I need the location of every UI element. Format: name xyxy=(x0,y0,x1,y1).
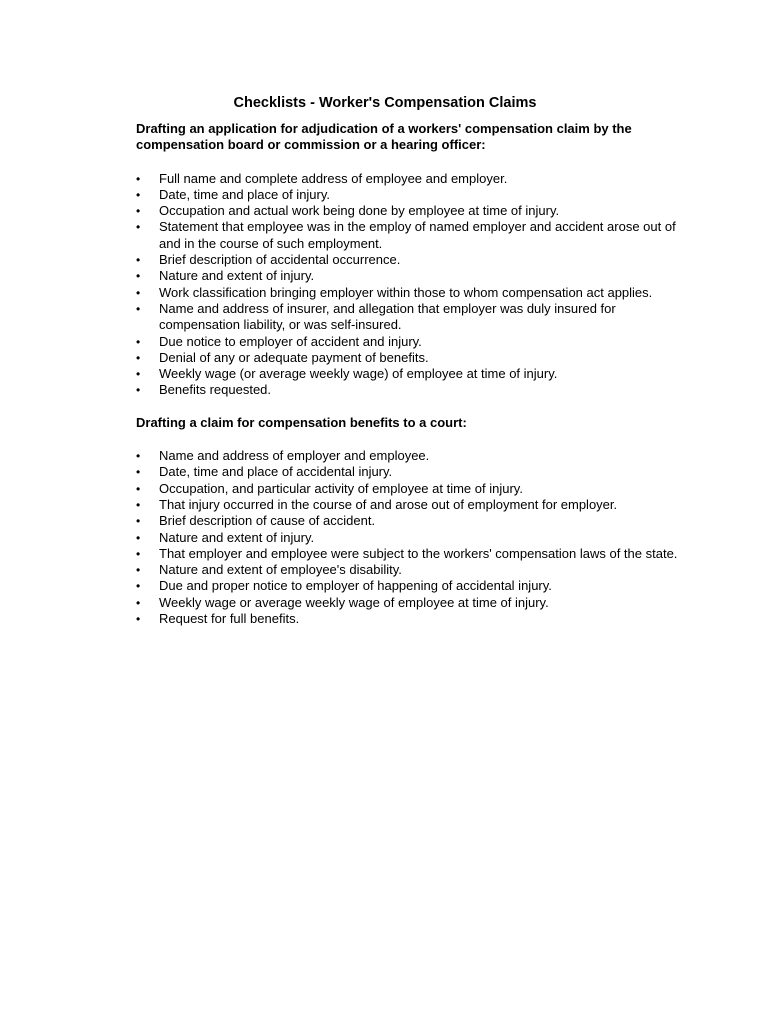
bullet-icon: • xyxy=(136,204,141,219)
list-item xyxy=(136,578,684,594)
list-item xyxy=(136,285,684,301)
list-item xyxy=(136,513,684,529)
list-item xyxy=(136,530,684,546)
list-item-text: Name and address of employer and employee. xyxy=(159,448,430,464)
bullet-icon: • xyxy=(136,579,141,594)
list-item xyxy=(136,611,684,627)
list-item-text: Statement that employee was in the employ of named employer and accident arose out of and in the course of such employment. xyxy=(159,219,676,251)
bullet-icon: • xyxy=(136,285,141,300)
bullet-icon: • xyxy=(136,171,141,186)
list-item-text: Name and address of insurer, and allegation that employer was duly insured for compensation liability, or was self-insured. xyxy=(159,300,616,333)
list-item-text: Occupation, and particular activity of employee at time of injury. xyxy=(159,480,523,496)
bullet-icon: • xyxy=(136,253,141,268)
list-item xyxy=(136,562,684,578)
bullet-icon: • xyxy=(136,187,141,202)
bullet-icon: • xyxy=(136,563,141,578)
bullet-icon: • xyxy=(136,497,141,512)
checklist-1 xyxy=(136,171,684,399)
section-heading-2: Drafting a claim for compensation benefits to a court: xyxy=(136,414,467,430)
list-item-text: Nature and extent of injury. xyxy=(159,529,315,545)
bullet-icon: • xyxy=(136,350,141,365)
bullet-icon: • xyxy=(136,269,141,284)
list-item xyxy=(136,546,684,562)
list-item xyxy=(136,334,684,350)
list-item-text: Due and proper notice to employer of happening of accidental injury. xyxy=(159,578,552,594)
bullet-icon: • xyxy=(136,465,141,480)
list-item-text: Nature and extent of employee's disability. xyxy=(159,562,402,578)
bullet-icon: • xyxy=(136,612,141,627)
list-item-text: Nature and extent of injury. xyxy=(159,268,315,284)
list-item xyxy=(136,366,684,382)
bullet-icon: • xyxy=(136,481,141,496)
list-item xyxy=(136,268,684,284)
list-item-text: Work classification bringing employer within those to whom compensation act applies. xyxy=(159,284,653,300)
list-item xyxy=(136,252,684,268)
list-item-text: Request for full benefits. xyxy=(159,611,300,627)
checklist-2 xyxy=(136,448,684,627)
list-item xyxy=(136,595,684,611)
bullet-icon: • xyxy=(136,220,141,235)
list-item-text: Date, time and place of accidental injury. xyxy=(159,464,393,480)
bullet-icon: • xyxy=(136,334,141,349)
list-item-text: Benefits requested. xyxy=(159,382,272,398)
list-item-text: Brief description of accidental occurrence. xyxy=(159,252,401,268)
list-item-text: Weekly wage or average weekly wage of employee at time of injury. xyxy=(159,594,549,610)
list-item xyxy=(136,219,684,252)
list-item xyxy=(136,382,684,398)
section-heading-1: Drafting an application for adjudication of a workers' compensation claim by the compensation board or commission or a hearing officer: xyxy=(136,121,632,153)
bullet-icon: • xyxy=(136,367,141,382)
bullet-icon: • xyxy=(136,530,141,545)
list-item-text: Full name and complete address of employee and employer. xyxy=(159,170,508,186)
list-item-text: Occupation and actual work being done by employee at time of injury. xyxy=(159,203,560,219)
list-item xyxy=(136,464,684,480)
list-item xyxy=(136,187,684,203)
bullet-icon: • xyxy=(136,514,141,529)
list-item xyxy=(136,301,684,334)
bullet-icon: • xyxy=(136,449,141,464)
document-body xyxy=(136,121,684,643)
list-item-text: Due notice to employer of accident and injury. xyxy=(159,333,422,349)
list-item xyxy=(136,203,684,219)
list-item xyxy=(136,448,684,464)
bullet-icon: • xyxy=(136,546,141,561)
page-title: Checklists - Worker's Compensation Claims xyxy=(233,95,537,111)
list-item xyxy=(136,350,684,366)
list-item xyxy=(136,481,684,497)
bullet-icon: • xyxy=(136,301,141,316)
list-item-text: Brief description of cause of accident. xyxy=(159,513,376,529)
list-item-text: Weekly wage (or average weekly wage) of employee at time of injury. xyxy=(159,366,558,382)
list-item-text: That employer and employee were subject to the workers' compensation laws of the state. xyxy=(159,545,678,561)
bullet-icon: • xyxy=(136,595,141,610)
list-item xyxy=(136,171,684,187)
bullet-icon: • xyxy=(136,383,141,398)
list-item-text: Denial of any or adequate payment of benefits. xyxy=(159,349,429,365)
list-item xyxy=(136,497,684,513)
list-item-text: That injury occurred in the course of and arose out of employment for employer. xyxy=(159,496,618,512)
list-item-text: Date, time and place of injury. xyxy=(159,186,331,202)
